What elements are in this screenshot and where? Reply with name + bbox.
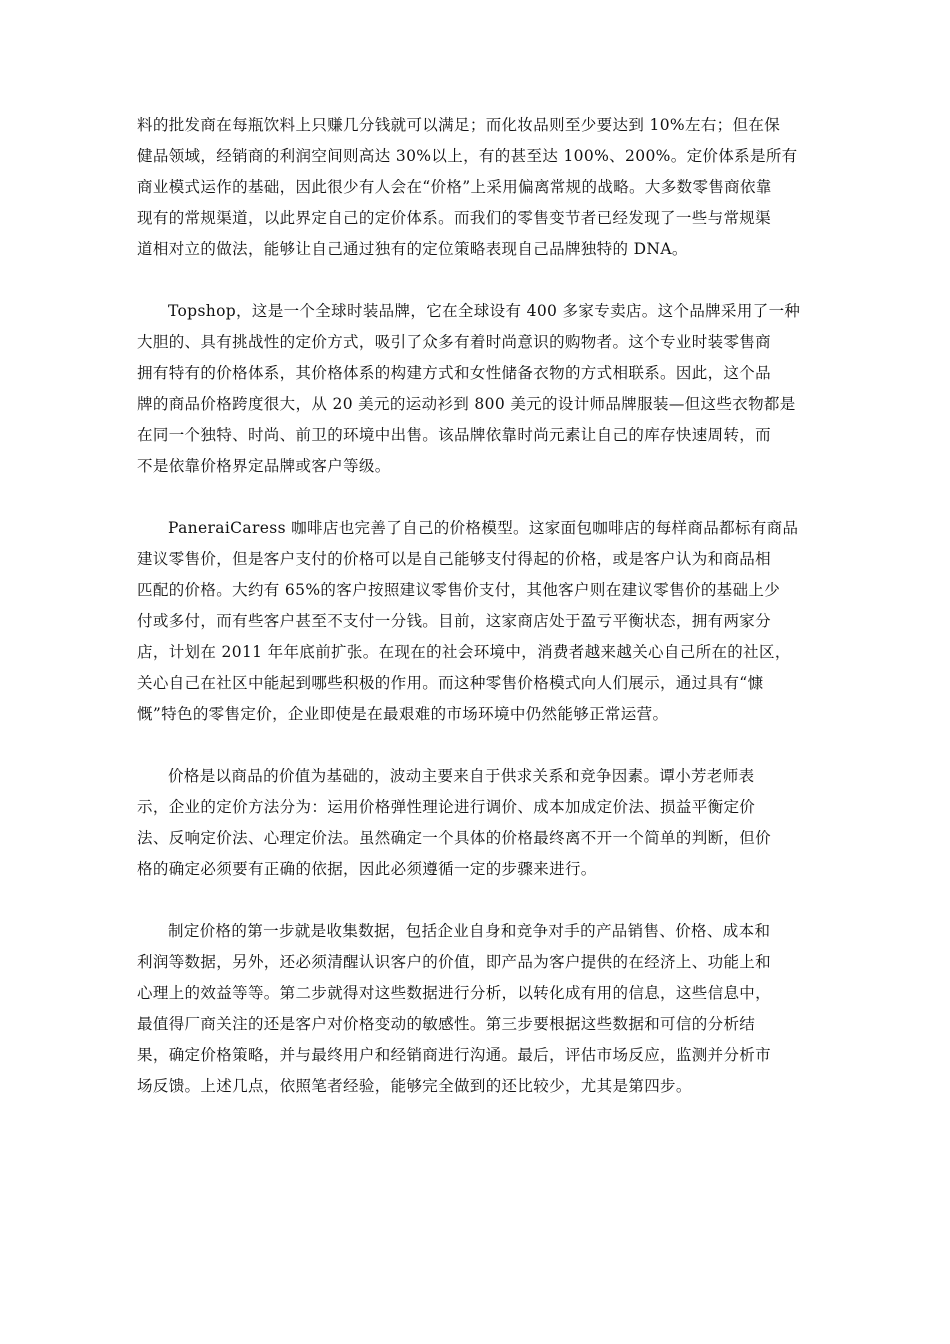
text-line: 匹配的价格。大约有 65%的客户按照建议零售价支付，其他客户则在建议零售价的基础上少 <box>137 581 781 599</box>
text-line: PaneraiCaress 咖啡店也完善了自己的价格模型。这家面包咖啡店的每样商品都标有商品 <box>168 519 799 537</box>
text-line: 果，确定价格策略，并与最终用户和经销商进行沟通。最后，评估市场反应，监测并分析市 <box>137 1046 772 1064</box>
text-line: Topshop，这是一个全球时装品牌，它在全球设有 400 多家专卖店。这个品牌采用了一种 <box>168 302 801 320</box>
paragraph-gap <box>137 265 813 296</box>
text-line: 现有的常规渠道，以此界定自己的定价体系。而我们的零售变节者已经发现了一些与常规渠 <box>137 209 772 227</box>
paragraph-panerai-caress <box>137 513 813 730</box>
paragraph-gap <box>137 730 813 761</box>
text-line: 制定价格的第一步就是收集数据，包括企业自身和竞争对手的产品销售、价格、成本和 <box>168 922 771 940</box>
text-line: 心理上的效益等等。第二步就得对这些数据进行分析，以转化成有用的信息，这些信息中， <box>137 984 772 1002</box>
paragraph-pricing-methods <box>137 761 813 885</box>
text-line: 付或多付，而有些客户甚至不支付一分钱。目前，这家商店处于盈亏平衡状态，拥有两家分 <box>137 612 772 630</box>
text-line: 商业模式运作的基础，因此很少有人会在“价格”上采用偏离常规的战略。大多数零售商依靠 <box>137 178 772 196</box>
text-line: 示，企业的定价方法分为：运用价格弹性理论进行调价、成本加成定价法、损益平衡定价 <box>137 798 756 816</box>
paragraph-topshop <box>137 296 813 482</box>
paragraph-gap <box>137 482 813 513</box>
paragraph-pricing-steps <box>137 916 813 1102</box>
text-line: 利润等数据，另外，还必须清醒认识客户的价值，即产品为客户提供的在经济上、功能上和 <box>137 953 772 971</box>
text-line: 料的批发商在每瓶饮料上只赚几分钱就可以满足；而化妆品则至少要达到 10%左右；但在保 <box>137 116 781 134</box>
text-line: 大胆的、具有挑战性的定价方式，吸引了众多有着时尚意识的购物者。这个专业时装零售商 <box>137 333 772 351</box>
text-line: 关心自己在社区中能起到哪些积极的作用。而这种零售价格模式向人们展示，通过具有“慷 <box>137 674 764 692</box>
text-line: 牌的商品价格跨度很大，从 20 美元的运动衫到 800 美元的设计师品牌服装—但这些衣物都是 <box>137 395 796 413</box>
document-body <box>137 110 813 1102</box>
text-line: 慨”特色的零售定价，企业即使是在最艰难的市场环境中仍然能够正常运营。 <box>137 705 669 723</box>
text-line: 在同一个独特、时尚、前卫的环境中出售。该品牌依靠时尚元素让自己的库存快速周转，而 <box>137 426 772 444</box>
text-line: 拥有特有的价格体系，其价格体系的构建方式和女性储备衣物的方式相联系。因此，这个品 <box>137 364 772 382</box>
text-line: 价格是以商品的价值为基础的，波动主要来自于供求关系和竞争因素。谭小芳老师表 <box>168 767 755 785</box>
text-line: 店，计划在 2011 年年底前扩张。在现在的社会环境中，消费者越来越关心自己所在的社区， <box>137 643 791 661</box>
text-line: 不是依靠价格界定品牌或客户等级。 <box>137 457 391 475</box>
text-line: 道相对立的做法，能够让自己通过独有的定位策略表现自己品牌独特的 DNA。 <box>137 240 688 258</box>
paragraph-wholesale-margins <box>137 110 813 265</box>
text-line: 法、反响定价法、心理定价法。虽然确定一个具体的价格最终离不开一个简单的判断，但价 <box>137 829 772 847</box>
paragraph-gap <box>137 885 813 916</box>
text-line: 最值得厂商关注的还是客户对价格变动的敏感性。第三步要根据这些数据和可信的分析结 <box>137 1015 756 1033</box>
text-line: 建议零售价，但是客户支付的价格可以是自己能够支付得起的价格，或是客户认为和商品相 <box>137 550 772 568</box>
text-line: 场反馈。上述几点，依照笔者经验，能够完全做到的还比较少，尤其是第四步。 <box>137 1077 692 1095</box>
text-line: 健品领域，经销商的利润空间则高达 30%以上，有的甚至达 100%、200%。定价体系是所有 <box>137 147 798 165</box>
text-line: 格的确定必须要有正确的依据，因此必须遵循一定的步骤来进行。 <box>137 860 597 878</box>
